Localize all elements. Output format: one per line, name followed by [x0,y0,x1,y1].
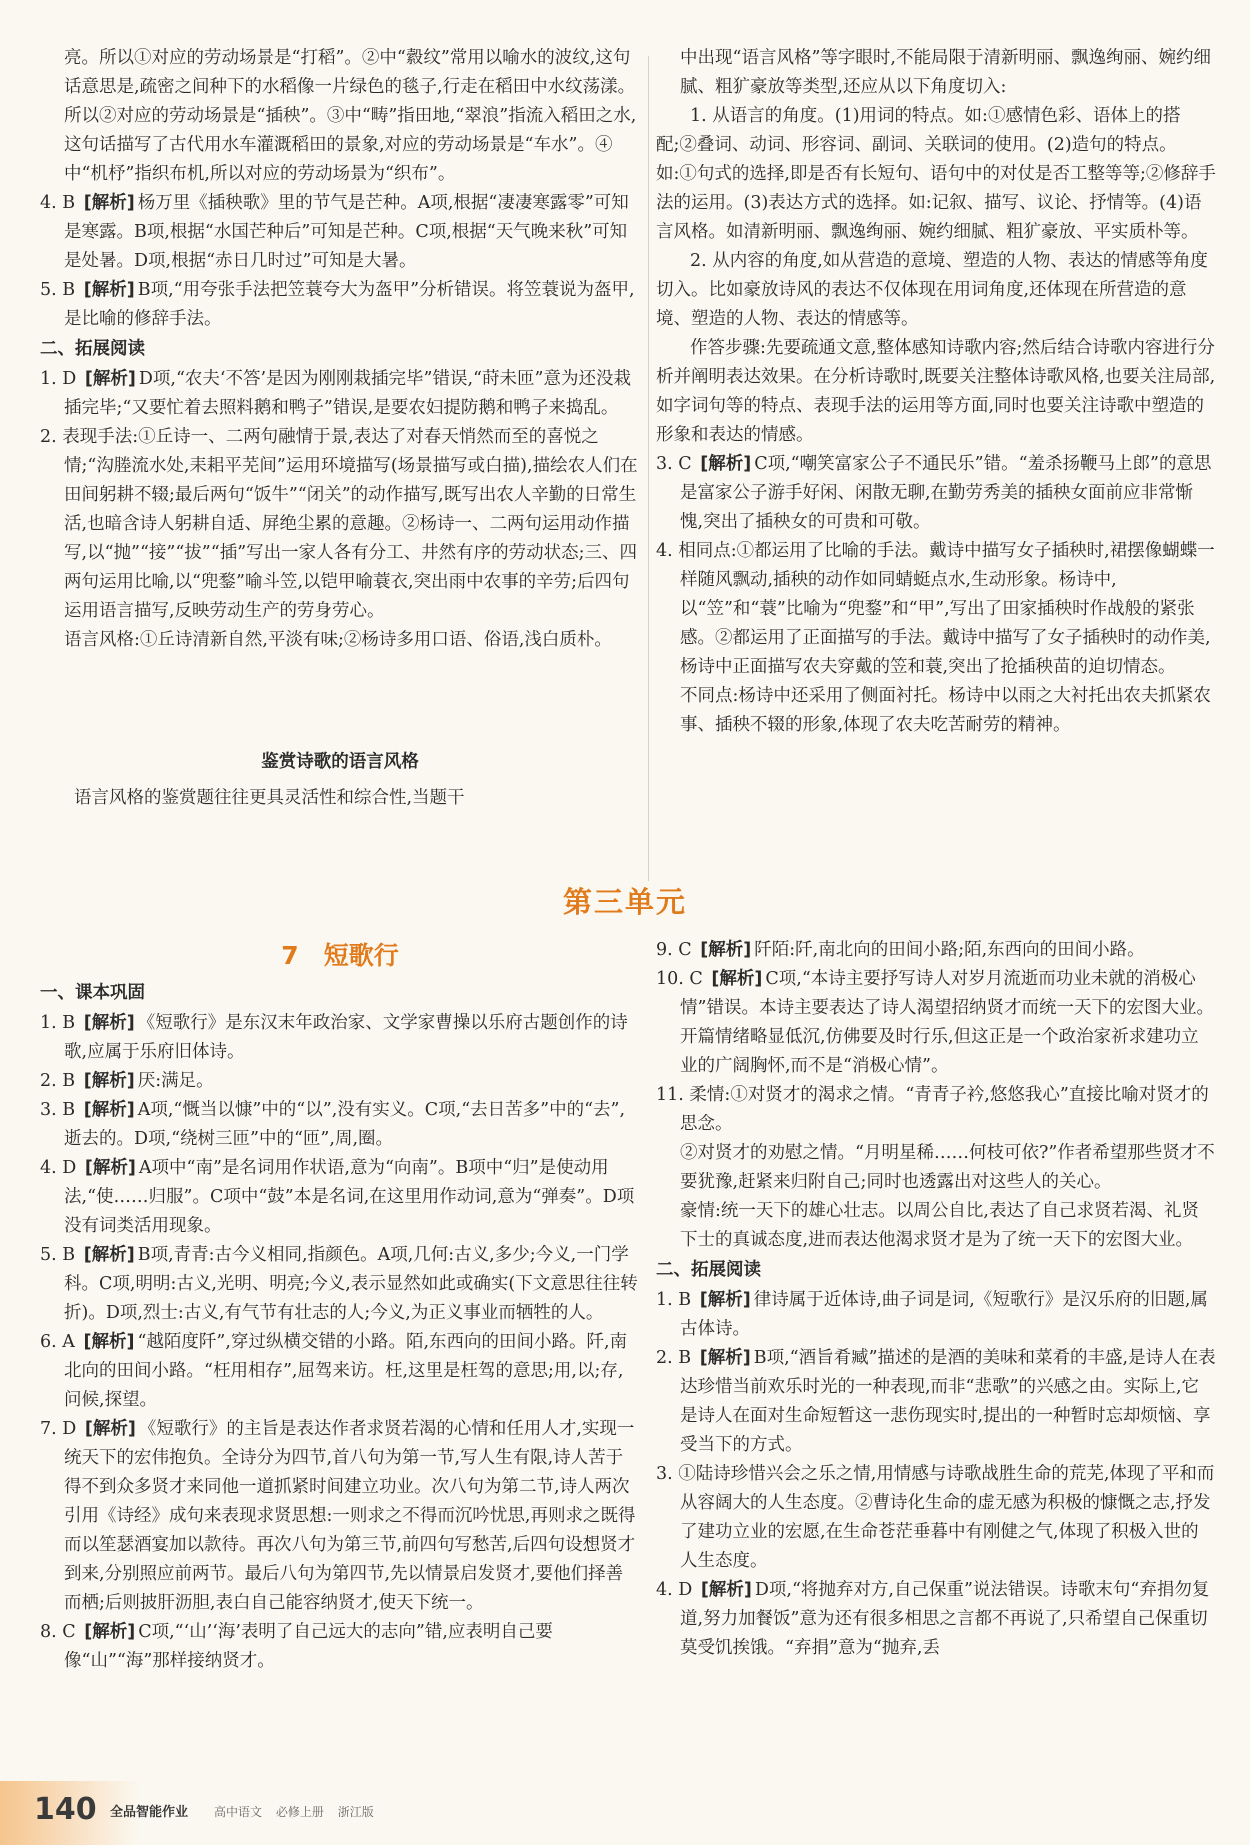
answer-text: 阡陌:阡,南北向的田间小路;陌,东西向的田间小路。 [754,940,1145,960]
analysis-tag: [解析] [84,1419,136,1439]
answer-item [40,1009,640,1067]
answer-item [40,1328,640,1415]
answer-number: 11. [656,1085,684,1105]
meta-edition: 浙江版 [337,1805,374,1819]
answer-number: 8. C [40,1622,76,1642]
answer-item [656,936,1216,965]
answer-item [40,365,640,423]
answer-paragraph: 语言风格:①丘诗清新自然,平淡有味;②杨诗多用口语、俗语,浅白质朴。 [64,630,612,650]
answer-item [40,276,640,334]
left-column-bottom [40,978,640,1676]
left-subhead-text [40,784,640,813]
answer-item [40,1067,640,1096]
answer-number: 2. B [656,1348,692,1368]
answer-paragraph: 亮。所以①对应的劳动场景是“打稻”。②中“縠纹”常用以喻水的波纹,这句话意思是,疏密之间种下的水稻像一片绿色的毯子,行走在稻田中水纹荡漾。所以②对应的劳动场景是“插秧”。③中“畴”指田地,“翠浪”指流入稻田之水,这句话描写了古代用水车灌溉稻田的景象,对应的劳动场景是“车水”。④中“机杼”指织布机,所以对应的劳动场景为“织布”。 [64,48,637,184]
analysis-tag: [解析] [711,969,763,989]
page-footer [0,1775,1250,1845]
analysis-tag: [解析] [700,454,752,474]
answer-item [40,189,640,276]
answer-item [40,1415,640,1618]
answer-text: D项,“将抛弃对方,自己保重”说法错误。诗歌末句“弃捐勿复道,努力加餐饭”意为还有很多相思之言都不再说了,只希望自己保重切莫受饥挨饿。“弃捐”意为“抛弃,丢 [680,1580,1210,1658]
page-number: 140 [34,1792,97,1827]
right-column-top [656,44,1216,740]
answer-text: 律诗属于近体诗,曲子词是词,《短歌行》是汉乐府的旧题,属古体诗。 [680,1290,1208,1339]
answer-text: “越陌度阡”,穿过纵横交错的小路。陌,东西向的田间小路。阡,南北向的田间小路。“枉用相存”,屈驾来访。枉,这里是枉驾的意思;用,以;存,问候,探望。 [64,1332,628,1410]
answer-number: 6. A [40,1332,75,1352]
answer-item [656,1081,1216,1139]
answer-text: 《短歌行》是东汉末年政治家、文学家曹操以乐府古题创作的诗歌,应属于乐府旧体诗。 [64,1013,628,1062]
book-meta [214,1803,384,1820]
answer-text: D项,“农夫‘不答’是因为刚刚栽插完毕”错误,“莳未匝”意为还没栽插完毕;“又要忙着去照料鹅和鸭子”错误,是要农妇提防鹅和鸭子来捣乱。 [64,369,631,418]
answer-item [656,537,1216,682]
answer-number: 4. [656,541,673,561]
answer-paragraph: ②对贤才的劝慰之情。“月明星稀……何枝可依?”作者希望那些贤才不要犹豫,赶紧来归附自己;同时也透露出对这些人的关心。 [680,1143,1215,1192]
answer-number: 4. B [40,193,76,213]
answer-text: 杨万里《插秧歌》里的节气是芒种。A项,根据“凄凄寒露零”可知是寒露。B项,根据“水国芒种后”可知是芒种。C项,根据“天气晚来秋”可知是处暑。D项,根据“赤日几时过”可知是大暑。 [64,193,629,271]
answer-paragraph: 作答步骤:先要疏通文意,整体感知诗歌内容;然后结合诗歌内容进行分析并阐明表达效果。在分析诗歌时,既要关注整体诗歌风格,也要关注局部,如字词句等的特点、表现手法的运用等方面,同时也要关注诗歌中塑造的形象和表达的情感。 [656,338,1216,445]
analysis-tag: [解析] [83,280,135,300]
answer-item [40,1154,640,1241]
answer-text: ①陆诗珍惜兴会之乐之情,用情感与诗歌战胜生命的荒芜,体现了平和而从容阔大的人生态度。②曹诗化生命的虚无感为积极的慷慨之志,抒发了建功立业的宏愿,在生命苍茫垂暮中有刚健之气,体现了积极入世的人生态度。 [678,1464,1215,1571]
answer-paragraph: 不同点:杨诗中还采用了侧面衬托。杨诗中以雨之大衬托出农夫抓紧农事、插秧不辍的形象,体现了农夫吃苦耐劳的精神。 [680,686,1211,735]
answer-text: B项,“用夸张手法把笠蓑夸大为盔甲”分析错误。将笠蓑说为盔甲,是比喻的修辞手法。 [64,280,635,329]
answer-number: 7. D [40,1419,77,1439]
answer-text: C项,“‘山’‘海’表明了自己远大的志向”错,应表明自己要像“山”“海”那样接纳贤才。 [64,1622,553,1671]
answer-number: 4. D [40,1158,77,1178]
right-column-bottom [656,936,1216,1663]
answer-item [40,423,640,626]
answer-item [40,1618,640,1676]
subhead-paragraph: 语言风格的鉴赏题往往更具灵活性和综合性,当题干 [74,788,465,808]
section-heading: 二、拓展阅读 [656,1260,761,1280]
answer-number: 1. B [40,1013,76,1033]
analysis-tag: [解析] [84,369,136,389]
analysis-tag: [解析] [700,1580,752,1600]
answer-number: 2. [40,427,57,447]
analysis-tag: [解析] [83,1071,135,1091]
answer-item [656,1344,1216,1460]
analysis-tag: [解析] [83,1100,135,1120]
answer-text: 相同点:①都运用了比喻的手法。戴诗中描写女子插秧时,裙摆像蝴蝶一样随风飘动,插秧的动作如同蜻蜓点水,生动形象。杨诗中,以“笠”和“蓑”比喻为“兜鍪”和“甲”,写出了田家插秧时作战般的紧张感。②都运用了正面描写的手法。戴诗中描写了女子插秧时的动作美,杨诗中正面描写农夫穿戴的笠和蓑,突出了抢插秧苗的迫切情态。 [678,541,1215,677]
column-divider [648,56,649,881]
answer-item [656,1576,1216,1663]
answer-number: 1. B [656,1290,692,1310]
answer-number: 10. C [656,969,703,989]
analysis-tag: [解析] [84,1622,136,1642]
answer-item [40,1241,640,1328]
answer-paragraph: 1. 从语言的角度。(1)用词的特点。如:①感情色彩、语体上的搭配;②叠词、动词、形容词、副词、关联词的使用。(2)造句的特点。如:①句式的选择,即是否有长短句、语句中的对仗是否工整等等;②修辞手法的运用。(3)表达方式的选择。如:记叙、描写、议论、抒情等。(4)语言风格。如清新明丽、飘逸绚丽、婉约细腻、粗犷豪放、平实质朴等。 [656,106,1216,242]
answer-number: 5. B [40,1245,76,1265]
answer-number: 3. B [40,1100,76,1120]
section-heading: 一、课本巩固 [40,983,145,1003]
answer-text: B项,“酒旨肴臧”描述的是酒的美味和菜肴的丰盛,是诗人在表达珍惜当前欢乐时光的一种表现,而非“悲歌”的兴感之由。实际上,它是诗人在面对生命短暂这一悲伤现实时,提出的一种暂时忘却烦恼、享受当下的方式。 [680,1348,1216,1455]
meta-volume: 必修上册 [275,1805,324,1819]
answer-number: 2. B [40,1071,76,1091]
analysis-tag: [解析] [699,1348,751,1368]
answer-text: 柔情:①对贤才的渴求之情。“青青子衿,悠悠我心”直接比喻对贤才的思念。 [680,1085,1209,1134]
analysis-tag: [解析] [699,1290,751,1310]
analysis-tag: [解析] [83,1013,135,1033]
answer-item [656,1286,1216,1344]
answer-item [40,1096,640,1154]
answer-text: C项,“本诗主要抒写诗人对岁月流逝而功业未就的消极心情”错误。本诗主要表达了诗人渴望招纳贤才而统一天下的宏图大业。开篇情绪略显低沉,仿佛要及时行乐,但这正是一个政治家祈求建功立业的广阔胸怀,而不是“消极心情”。 [680,969,1214,1076]
lesson-title: 7 短歌行 [281,941,399,970]
left-column-top [40,44,640,655]
answer-paragraph: 2. 从内容的角度,如从营造的意境、塑造的人物、表达的情感等角度切入。比如豪放诗风的表达不仅体现在用词角度,还体现在所营造的意境、塑造的人物、表达的情感等。 [656,251,1208,329]
answer-item [656,965,1216,1081]
analysis-tag: [解析] [700,940,752,960]
answer-paragraph: 中出现“语言风格”等字眼时,不能局限于清新明丽、飘逸绚丽、婉约细腻、粗犷豪放等类型,还应从以下角度切入: [680,48,1211,97]
answer-number: 1. D [40,369,77,389]
answer-text: A项中“南”是名词用作状语,意为“向南”。B项中“归”是使动用法,“使……归服”。C项中“鼓”本是名词,在这里用作动词,意为“弹奏”。D项没有词类活用现象。 [64,1158,635,1236]
answer-number: 4. D [656,1580,693,1600]
answer-item [656,1460,1216,1576]
analysis-tag: [解析] [83,1332,135,1352]
answer-text: C项,“嘲笑富家公子不通民乐”错。“羞杀扬鞭马上郎”的意思是富家公子游手好闲、闲散无聊,在勤劳秀美的插秧女面前应非常惭愧,突出了插秧女的可贵和可敬。 [680,454,1212,532]
answer-text: A项,“慨当以慷”中的“以”,没有实义。C项,“去日苦多”中的“去”,逝去的。D项,“绕树三匝”中的“匝”,周,圈。 [64,1100,626,1149]
brand-name: 全品智能作业 [110,1805,189,1820]
answer-text: 《短歌行》的主旨是表达作者求贤若渴的心情和任用人才,实现一统天下的宏伟抱负。全诗分为四节,首八句为第一节,写人生有限,诗人苦于得不到众多贤才来同他一道抓紧时间建立功业。次八句为第二节,诗人两次引用《诗经》成句来表现求贤思想:一则求之不得而沉吟忧思,再则求之既得而以笙瑟酒宴加以款待。再次八句为第三节,前四句写愁苦,后四句设想贤才到来,分别照应前两节。最后八句为第四节,先以情景启发贤才,要他们择善而栖;后则披肝沥胆,表白自己能容纳贤才,使天下统一。 [64,1419,636,1613]
answer-number: 3. C [656,454,692,474]
unit-title: 第三单元 [562,885,687,919]
answer-paragraph: 豪情:统一天下的雄心壮志。以周公自比,表达了自己求贤若渴、礼贤下士的真诚态度,进而表达他渴求贤才是为了统一天下的宏图大业。 [680,1201,1199,1250]
left-subhead: 鉴赏诗歌的语言风格 [261,752,419,772]
answer-item [656,450,1216,537]
answer-number: 3. [656,1464,673,1484]
analysis-tag: [解析] [83,193,135,213]
section-heading: 二、拓展阅读 [40,339,145,359]
answer-text: 表现手法:①丘诗一、二两句融情于景,表达了对春天悄然而至的喜悦之情;“沟塍流水处,耒耜平芜间”运用环境描写(场景描写或白描),描绘农人们在田间躬耕不辍;最后两句“饭牛”“闭关”的动作描写,既写出农人辛勤的日常生活,也暗含诗人躬耕自适、屏绝尘累的意趣。②杨诗一、二两句运用动作描写,以“抛”“接”“拔”“插”写出一家人各有分工、井然有序的劳动状态;三、四两句运用比喻,以“兜鍪”喻斗笠,以铠甲喻蓑衣,突出雨中农事的辛劳;后四句运用语言描写,反映劳动生产的劳身劳心。 [62,427,638,621]
answer-number: 9. C [656,940,692,960]
analysis-tag: [解析] [84,1158,136,1178]
answer-text: B项,青青:古今义相同,指颜色。A项,几何:古义,多少;今义,一门学科。C项,明明:古义,光明、明亮;今义,表示显然如此或确实(下文意思往往转折)。D项,烈士:古义,有气节有壮志的人;今义,为正义事业而牺牲的人。 [64,1245,638,1323]
answer-number: 5. B [40,280,76,300]
answer-text: 厌:满足。 [137,1071,214,1091]
meta-subject: 高中语文 [214,1805,263,1819]
analysis-tag: [解析] [83,1245,135,1265]
